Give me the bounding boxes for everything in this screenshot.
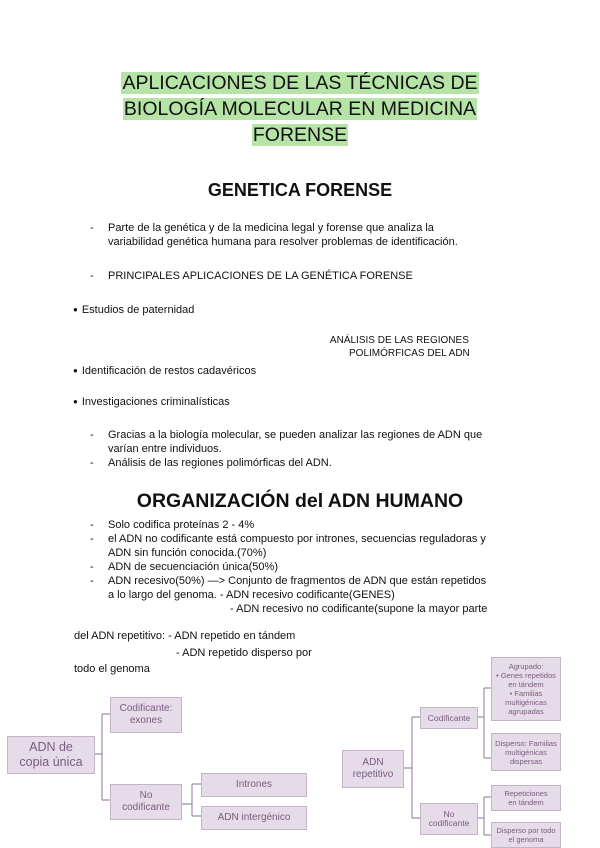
right-no-cod-connector xyxy=(476,797,491,835)
title-line-1: APLICACIONES DE LAS TÉCNICAS DE xyxy=(122,72,478,94)
box-disperso-familias: Disperso: Familias multigénicas dispersas xyxy=(491,733,561,771)
box-adn-intergenico: ADN intergénico xyxy=(201,806,307,830)
box-codificante-exones: Codificante: exones xyxy=(110,697,182,733)
bullet-restos: ● Identificación de restos cadavéricos xyxy=(73,364,256,379)
definition-item: - Parte de la genética y de la medicina legal y forense que analiza la variabilidad genética humana para resolver problemas de identificación. xyxy=(90,221,540,249)
left-no-cod-connector xyxy=(180,784,201,816)
box-adn-repetitivo: ADN repetitivo xyxy=(342,750,404,788)
right-cod-connector xyxy=(476,688,491,758)
org-item-codifica: - Solo codifica proteínas 2 - 4% xyxy=(90,518,550,532)
title-line-3: FORENSE xyxy=(252,124,348,146)
title-line-2: BIOLOGÍA MOLECULAR EN MEDICINA xyxy=(123,98,477,120)
org-line-disperso: - ADN repetido disperso por xyxy=(176,647,312,659)
bullet-paternidad: ● Estudios de paternidad xyxy=(73,303,194,318)
bullet-criminalisticas: ● Investigaciones criminalísticas xyxy=(73,395,230,410)
box-intrones: Intrones xyxy=(201,773,307,797)
box-repeticiones-tandem: Repeticiones en tándem xyxy=(491,785,561,811)
org-line-genoma: todo el genoma xyxy=(74,663,150,675)
org-item-recesivo: - ADN recesivo(50%) —> Conjunto de fragmentos de ADN que están repetidos a lo largo del genoma. - ADN recesivo codificante(GENES) - ADN recesivo no codificante(supone la mayor parte xyxy=(90,574,550,616)
analisis-item: - Análisis de las regiones polimórficas del ADN. xyxy=(90,456,540,470)
box-codificante-right: Codificante xyxy=(420,707,478,729)
box-disperso-genoma: Disperso por todo el genoma xyxy=(491,822,561,848)
box-no-codificante-left: No codificante xyxy=(110,784,182,820)
left-root-connector xyxy=(94,714,110,800)
box-adn-copia-unica: ADN de copia única xyxy=(7,736,95,774)
analisis-note: ANÁLISIS DE LAS REGIONES POLIMÓRFICAS DEL ADN xyxy=(329,335,470,359)
org-item-no-codificante: - el ADN no codificante está compuesto por intrones, secuencias reguladoras y ADN sin función conocida.(70%) xyxy=(90,532,550,560)
gracias-item: - Gracias a la biología molecular, se pueden analizar las regiones de ADN que varían entre individuos. xyxy=(90,428,540,456)
aplicaciones-item: - PRINCIPALES APLICACIONES DE LA GENÉTICA FORENSE xyxy=(90,269,540,283)
org-line-tandem: del ADN repetitivo: - ADN repetido en tándem xyxy=(74,630,296,642)
right-root-connector xyxy=(403,717,420,818)
box-agrupado: Agrupado: • Genes repetidos en tándem • Familias multigénicas agrupadas xyxy=(491,657,561,721)
org-item-secuenciacion: - ADN de secuenciación única(50%) xyxy=(90,560,550,574)
organizacion-heading: ORGANIZACIÓN del ADN HUMANO xyxy=(136,490,464,512)
box-no-codificante-right: No codificante xyxy=(420,803,478,835)
genetica-heading: GENETICA FORENSE xyxy=(207,180,393,200)
